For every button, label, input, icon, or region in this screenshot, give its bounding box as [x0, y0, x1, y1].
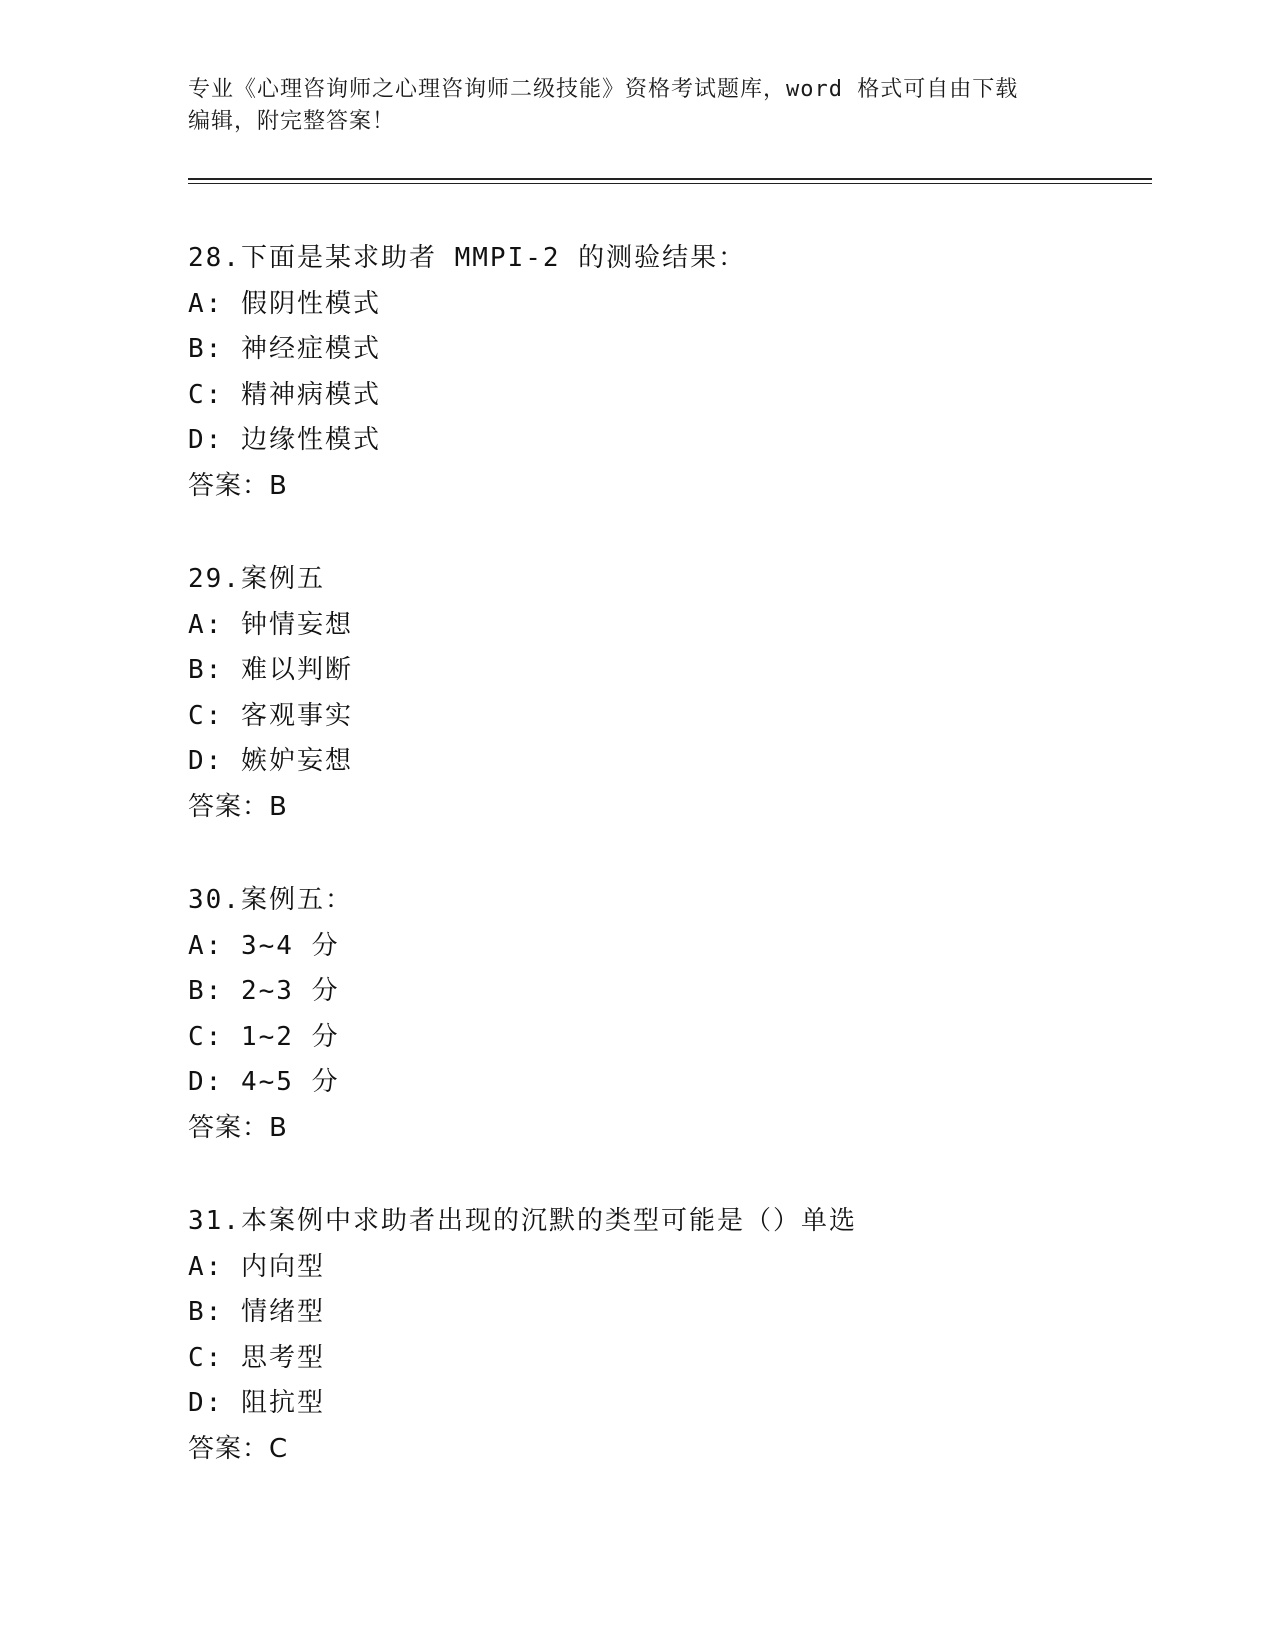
document-header — [188, 74, 1088, 138]
answer-line: 答案：B — [188, 1112, 288, 1143]
option-a: A: 假阴性模式 — [188, 288, 381, 319]
header-line-1: 专业《心理咨询师之心理咨询师二级技能》资格考试题库，word 格式可自由下载 — [188, 77, 1019, 102]
question-stem: 29.案例五 — [188, 564, 325, 594]
option-c: C: 1~2 分 — [188, 1021, 340, 1052]
question-stem: 31.本案例中求助者出现的沉默的类型可能是（）单选 — [188, 1206, 857, 1236]
option-d: D: 边缘性模式 — [188, 425, 381, 455]
question-28 — [188, 236, 1148, 509]
answer-line: 答案：B — [188, 791, 288, 822]
option-d: D: 4~5 分 — [188, 1067, 340, 1097]
question-29 — [188, 557, 1148, 830]
header-divider — [188, 178, 1152, 184]
answer-line: 答案：B — [188, 470, 288, 501]
question-30 — [188, 878, 1148, 1151]
option-c: C: 客观事实 — [188, 700, 353, 731]
question-list — [188, 236, 1148, 1520]
question-stem: 30.案例五： — [188, 885, 353, 915]
answer-line: 答案：C — [188, 1433, 289, 1464]
option-c: C: 思考型 — [188, 1342, 325, 1373]
option-a: A: 3~4 分 — [188, 930, 340, 961]
option-a: A: 内向型 — [188, 1251, 325, 1282]
question-stem: 28.下面是某求助者 MMPI-2 的测验结果： — [188, 243, 747, 273]
option-d: D: 嫉妒妄想 — [188, 746, 353, 776]
option-b: B: 神经症模式 — [188, 334, 381, 364]
option-b: B: 难以判断 — [188, 655, 353, 685]
header-line-2: 编辑，附完整答案！ — [188, 109, 396, 134]
option-b: B: 2~3 分 — [188, 976, 340, 1006]
question-31 — [188, 1199, 1148, 1472]
option-d: D: 阻抗型 — [188, 1388, 325, 1418]
option-a: A: 钟情妄想 — [188, 609, 353, 640]
option-b: B: 情绪型 — [188, 1297, 325, 1327]
option-c: C: 精神病模式 — [188, 379, 381, 410]
